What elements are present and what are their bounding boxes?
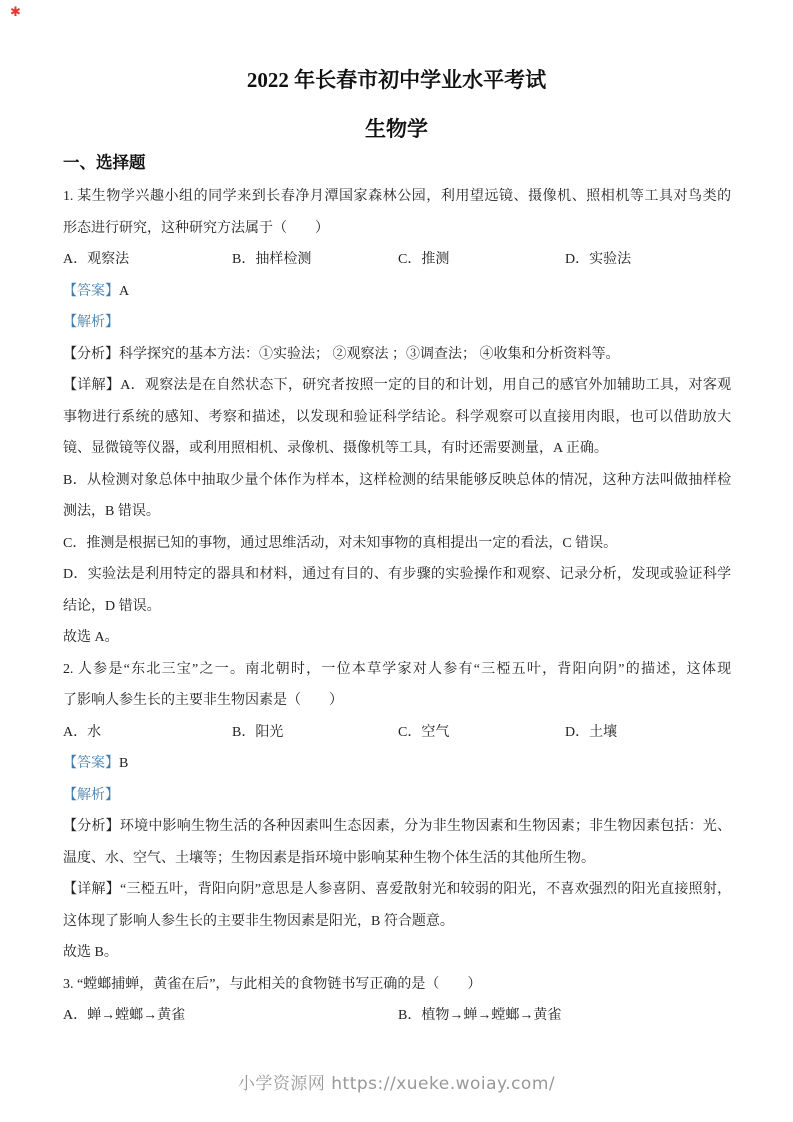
corner-mark-icon: ✱ xyxy=(10,5,21,20)
q1-answer-value: A xyxy=(119,283,130,299)
q3-options-row xyxy=(63,1000,731,1032)
q1-detail-line: D．实验法是利用特定的器具和材料，通过有目的、有步骤的实验操作和观察、记录分析，发现或验证科学 xyxy=(63,567,731,582)
q1-stem-line1: 1. 某生物学兴趣小组的同学来到长春净月潭国家森林公园，利用望远镜、摄像机、照相机等工具对鸟类的 xyxy=(63,189,731,204)
q1-analysis-line: 【分析】科学探究的基本方法：①实验法； ②观察法 ；③调查法； ④收集和分析资料等。 xyxy=(63,346,620,362)
q1-option-b: B．抽样检测 xyxy=(232,252,312,267)
q1-explain-line xyxy=(63,307,731,339)
q2-option-a: A．水 xyxy=(63,724,102,740)
section-heading: 一、选择题 xyxy=(63,153,146,172)
exam-body xyxy=(63,181,731,1032)
q2-answer-label: 【答案】 xyxy=(63,756,119,771)
q1-explain-label: 【解析】 xyxy=(63,315,119,330)
exam-title: 2022 年长春市初中学业水平考试 xyxy=(246,68,547,92)
q2-options-row xyxy=(63,717,731,749)
footer-watermark: 小学资源网 https://xueke.woiay.com/ xyxy=(237,1074,556,1094)
q1-answer-line xyxy=(63,276,731,308)
q1-conclusion-line: 故选 A。 xyxy=(63,630,119,645)
q1-detail-line: 事物进行系统的感知、考察和描述，以发现和验证科学结论。科学观察可以直接用肉眼，也可以借助放大 xyxy=(63,409,731,425)
q2-detail-line: 【详解】“三椏五叶，背阳向阴”意思是人参喜阴、喜爱散射光和较弱的阳光，不喜欢强烈的阳光直接照射， xyxy=(63,882,731,897)
q2-analysis-line: 温度、水、空气、土壤等；生物因素是指环境中影响某种生物个体生活的其他所生物。 xyxy=(63,850,595,866)
q2-explain-line xyxy=(63,780,731,812)
q2-option-d: D．土壤 xyxy=(565,724,618,740)
q1-detail-line: 结论，D 错误。 xyxy=(63,598,161,614)
q1-option-c: C．推测 xyxy=(398,252,450,267)
q2-analysis-line: 【分析】环境中影响生物生活的各种因素叫生态因素，分为非生物因素和生物因素；非生物因素包括：光、 xyxy=(63,819,731,834)
q3-stem-line: 3. “螳螂捕蝉，黄雀在后”，与此相关的食物链书写正确的是（ ） xyxy=(63,976,482,992)
q1-detail-line: B．从检测对象总体中抽取少量个体作为样本，这样检测的结果能够反映总体的情况，这种方法叫做抽样检 xyxy=(63,472,731,488)
q1-detail-line: 测法，B 错误。 xyxy=(63,504,160,519)
q1-options-row xyxy=(63,244,731,276)
q2-option-c: C．空气 xyxy=(398,724,450,740)
q2-option-b: B．阳光 xyxy=(232,724,284,740)
q2-detail-line: 这体现了影响人参生长的主要非生物因素是阳光，B 符合题意。 xyxy=(63,913,454,929)
q1-option-d: D．实验法 xyxy=(565,252,632,267)
q2-answer-line xyxy=(63,748,731,780)
q1-stem-line2: 形态进行研究，这种研究方法属于（ ） xyxy=(63,220,329,236)
q1-answer-label: 【答案】 xyxy=(63,283,119,299)
q2-stem-line2: 了影响人参生长的主要非生物因素是（ ） xyxy=(63,693,343,708)
q1-detail-line: 【详解】A．观察法是在自然状态下，研究者按照一定的目的和计划，用自己的感官外加辅助工具，对客观 xyxy=(63,378,731,393)
q3-option-a: A．蝉→螳螂→黄雀 xyxy=(63,1008,186,1023)
q2-stem-line1: 2. 人参是“东北三宝”之一。南北朝时，一位本草学家对人参有“三椏五叶，背阳向阴”的描述，这体现 xyxy=(63,661,731,677)
q2-answer-value: B xyxy=(119,756,129,771)
q2-conclusion-line: 故选 B。 xyxy=(63,945,118,960)
q3-option-b: B．植物→蝉→螳螂→黄雀 xyxy=(398,1008,562,1023)
q1-detail-line: 镜、显微镜等仪器，或利用照相机、录像机、摄像机等工具，有时还需要测量，A 正确。 xyxy=(63,441,608,456)
subject-title: 生物学 xyxy=(365,117,428,141)
q1-option-a: A．观察法 xyxy=(63,252,130,267)
q2-explain-label: 【解析】 xyxy=(63,787,119,803)
q1-detail-line: C．推测是根据已知的事物，通过思维活动，对未知事物的真相提出一定的看法，C 错误。 xyxy=(63,535,618,551)
